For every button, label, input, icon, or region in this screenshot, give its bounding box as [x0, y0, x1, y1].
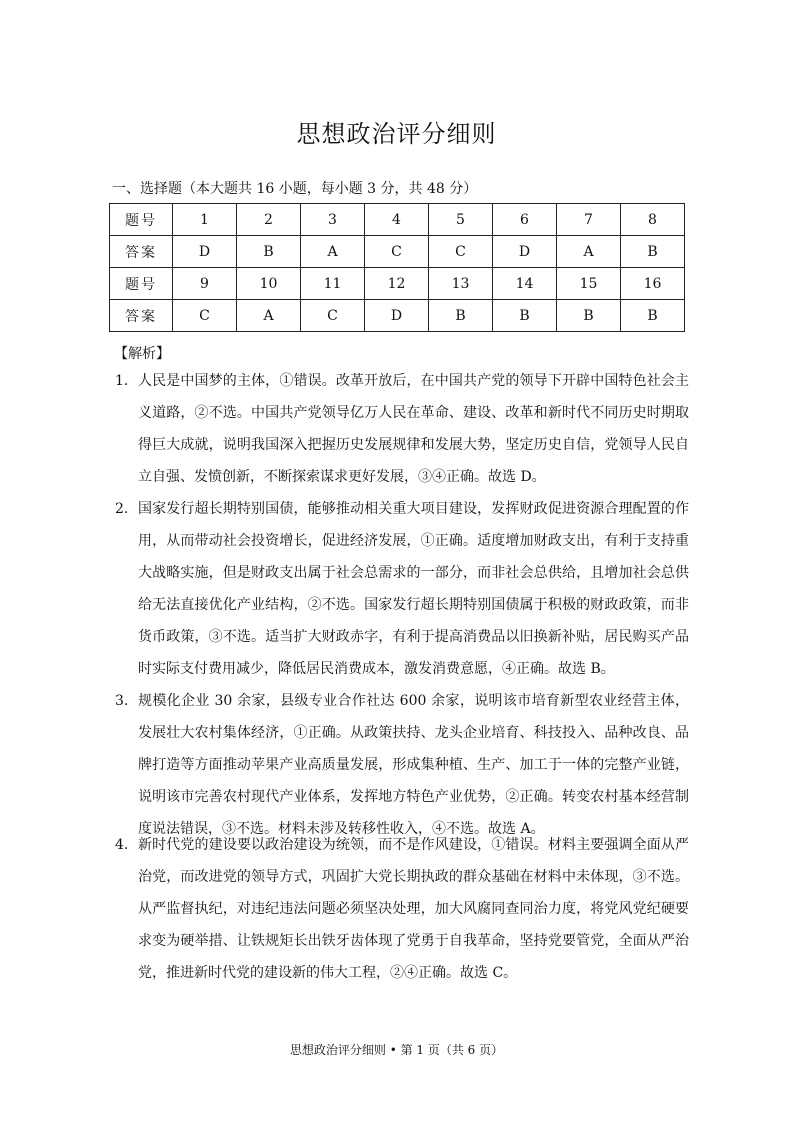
table-cell: B	[493, 300, 557, 332]
table-cell: 7	[557, 204, 621, 236]
table-cell: D	[173, 236, 237, 268]
table-cell: 11	[301, 268, 365, 300]
row-label: 题号	[110, 268, 173, 300]
explanation-item-3	[115, 685, 689, 845]
table-cell: 13	[429, 268, 493, 300]
table-cell: C	[173, 300, 237, 332]
row-label: 答案	[110, 300, 173, 332]
table-cell: 2	[237, 204, 301, 236]
explanation-text: 规模化企业 30 余家，县级专业合作社达 600 余家，说明该市培育新型农业经营主体，发展壮大农村集体经济，①正确。从政策扶持、龙头企业培育、科技投入、品种改良、品牌打造等方面推动苹果产业高质量发展，形成集种植、生产、加工于一体的完整产业链，说明该市完善农村现代产业体系，发挥地方特色产业优势，②正确。转变农村基本经营制度说法错误，③不选。材料未涉及转移性收入，④不选。故选 A。	[138, 693, 689, 837]
table-cell: 3	[301, 204, 365, 236]
table-cell: B	[237, 236, 301, 268]
answer-table-row	[110, 204, 685, 236]
explanation-text: 人民是中国梦的主体，①错误。改革开放后，在中国共产党的领导下开辟中国特色社会主义道路，②不选。中国共产党领导亿万人民在革命、建设、改革和新时代不同历史时期取得巨大成就，说明我国深入把握历史发展规律和发展大势，坚定历史自信，党领导人民自立自强、发愤创新，不断探索谋求更好发展，③④正确。故选 D。	[138, 373, 689, 485]
explanation-text: 新时代党的建设要以政治建设为统领，而不是作风建设，①错误。材料主要强调全面从严治党，而改进党的领导方式，巩固扩大党长期执政的群众基础在材料中未体现，③不选。从严监督执纪，对违纪违法问题必须坚决处理，加大风腐同查同治力度，将党风党纪硬要求变为硬举措、让铁规矩长出铁牙齿体现了党勇于自我革命，坚持党要管党，全面从严治党，推进新时代党的建设新的伟大工程，②④正确。故选 C。	[138, 837, 689, 981]
table-cell: 16	[621, 268, 685, 300]
table-cell: 1	[173, 204, 237, 236]
table-cell: A	[301, 236, 365, 268]
table-cell: 15	[557, 268, 621, 300]
explanation-number: 1.	[115, 373, 129, 389]
table-cell: 6	[493, 204, 557, 236]
table-cell: 12	[365, 268, 429, 300]
table-cell: 8	[621, 204, 685, 236]
table-cell: D	[493, 236, 557, 268]
table-cell: A	[237, 300, 301, 332]
page-title: 思想政治评分细则	[296, 120, 497, 148]
table-cell: 10	[237, 268, 301, 300]
answer-table-row	[110, 236, 685, 268]
table-cell: C	[301, 300, 365, 332]
explanation-item-4	[115, 829, 689, 989]
answer-table-body	[110, 204, 685, 332]
table-cell: 4	[365, 204, 429, 236]
row-label: 题号	[110, 204, 173, 236]
analysis-label: 【解析】	[114, 346, 170, 362]
explanation-number: 3.	[115, 693, 129, 709]
answer-table-row	[110, 300, 685, 332]
table-cell: D	[365, 300, 429, 332]
table-cell: C	[365, 236, 429, 268]
row-label: 答案	[110, 236, 173, 268]
page-footer: 思想政治评分细则 • 第 1 页（共 6 页）	[289, 1043, 504, 1057]
table-cell: 5	[429, 204, 493, 236]
table-cell: 14	[493, 268, 557, 300]
table-cell: B	[557, 300, 621, 332]
explanation-number: 2.	[115, 501, 129, 517]
explanation-item-2	[115, 493, 689, 685]
explanation-number: 4.	[115, 837, 129, 853]
table-cell: B	[621, 236, 685, 268]
table-cell: B	[429, 300, 493, 332]
explanation-item-1	[115, 365, 689, 493]
answer-table	[109, 203, 685, 332]
section-heading-multiple-choice: 一、选择题（本大题共 16 小题，每小题 3 分，共 48 分）	[112, 181, 478, 197]
table-cell: A	[557, 236, 621, 268]
table-cell: C	[429, 236, 493, 268]
table-cell: B	[621, 300, 685, 332]
table-cell: 9	[173, 268, 237, 300]
answer-table-row	[110, 268, 685, 300]
explanation-text: 国家发行超长期特别国债，能够推动相关重大项目建设，发挥财政促进资源合理配置的作用，从而带动社会投资增长，促进经济发展，①正确。适度增加财政支出，有利于支持重大战略实施，但是财政支出属于社会总需求的一部分，而非社会总供给，且增加社会总供给无法直接优化产业结构，②不选。国家发行超长期特别国债属于积极的财政政策，而非货币政策，③不选。适当扩大财政赤字，有利于提高消费品以旧换新补贴，居民购买产品时实际支付费用减少，降低居民消费成本，激发消费意愿，④正确。故选 B。	[138, 501, 689, 677]
